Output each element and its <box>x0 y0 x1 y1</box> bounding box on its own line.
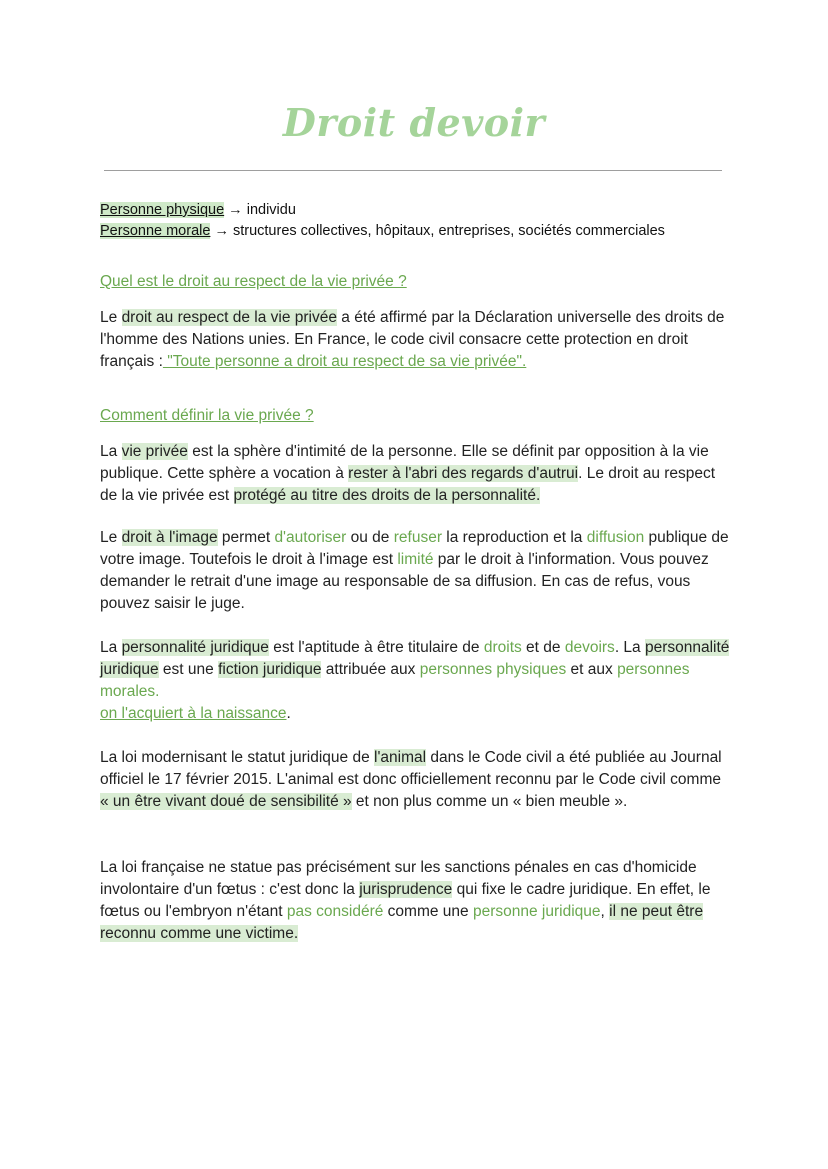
arrow-separator: → <box>224 202 247 218</box>
highlight: l'animal <box>374 749 427 766</box>
text: . Le droit au respect de la vie privée est <box>100 465 716 504</box>
text: comme une <box>383 903 473 920</box>
definition-term: Personne morale <box>100 223 211 239</box>
green-term: personne juridique <box>472 903 601 920</box>
paragraph <box>100 441 730 507</box>
text: dans le Code civil a été publiée au Journal officiel le 17 février 2015. L'animal est donc officiellement reconnu par le Code civil comme <box>100 749 722 788</box>
highlight: droit à l'image <box>121 529 218 546</box>
definition-desc: structures collectives, hôpitaux, entreprises, sociétés commerciales <box>232 223 665 239</box>
text: Le <box>100 309 122 326</box>
text: est la sphère d'intimité de la personne. Elle se définit par opposition à la vie publique. Cette sphère a vocation à <box>100 443 709 482</box>
highlight: il ne peut être reconnu comme une victime. <box>100 903 704 942</box>
text: publique de votre image. Toutefois le droit à l'image est <box>100 529 729 568</box>
page-title: Droit devoir <box>282 100 546 145</box>
definition-line <box>100 221 740 242</box>
text: La loi modernisant le statut juridique de <box>100 749 374 766</box>
arrow-separator: → <box>210 223 233 239</box>
paragraph <box>100 747 730 813</box>
text: par le droit à l'information. Vous pouvez demander le retrait d'une image au responsable de sa diffusion. En cas de refus, vous pouvez saisir le juge. <box>100 551 709 612</box>
highlight: droit au respect de la vie privée <box>121 309 337 326</box>
green-term: refuser <box>393 529 442 546</box>
paragraph <box>100 307 730 373</box>
text: attribuée aux <box>321 661 420 678</box>
text: la reproduction et la <box>441 529 587 546</box>
text: est l'aptitude à être titulaire de <box>268 639 484 656</box>
paragraph <box>100 857 730 945</box>
green-term: diffusion <box>586 529 645 546</box>
highlight: fiction juridique <box>218 661 322 678</box>
green-term: pas considéré <box>286 903 384 920</box>
text: est une <box>158 661 219 678</box>
section-question: Comment définir la vie privée ? <box>100 407 314 424</box>
text: La <box>100 639 122 656</box>
green-term: droits <box>483 639 522 656</box>
text: Le <box>100 529 122 546</box>
highlight: vie privée <box>121 443 188 460</box>
definitions-block <box>100 200 740 242</box>
birth-link: on l'acquiert à la naissance <box>100 705 287 722</box>
title-divider <box>104 170 722 171</box>
text: qui fixe le cadre juridique. En effet, le fœtus ou l'embryon n'étant <box>100 881 711 920</box>
definition-term: Personne physique <box>100 202 225 218</box>
paragraph <box>100 637 730 725</box>
definition-line <box>100 200 740 221</box>
highlight: jurisprudence <box>359 881 453 898</box>
highlight: « un être vivant doué de sensibilité » <box>100 793 352 810</box>
text: La loi française ne statue pas précisément sur les sanctions pénales en cas d'homicide involontaire d'un fœtus : c'est donc la <box>100 859 697 898</box>
green-term: personnes morales. <box>100 661 690 700</box>
highlight: personnalité juridique <box>121 639 269 656</box>
highlight: protégé au titre des droits de la personnalité. <box>233 487 541 504</box>
text: et de <box>521 639 565 656</box>
green-term: devoirs <box>564 639 615 656</box>
section-question: Quel est le droit au respect de la vie privée ? <box>100 273 407 290</box>
text: La <box>100 443 122 460</box>
text: et non plus comme un « bien meuble ». <box>351 793 628 810</box>
green-term: limité <box>397 551 434 568</box>
text: , <box>600 903 610 920</box>
green-term: d'autoriser <box>274 529 347 546</box>
text: permet <box>217 529 275 546</box>
text: a été affirmé par la Déclaration universelle des droits de l'homme des Nations unies. En France, le code civil consacre cette protection en droit français : <box>100 309 725 370</box>
text: et aux <box>566 661 618 678</box>
text: . <box>286 705 291 722</box>
quote-link: "Toute personne a droit au respect de sa vie privée". <box>162 353 527 370</box>
paragraph <box>100 527 730 615</box>
highlight: personnalité juridique <box>100 639 730 678</box>
highlight: rester à l'abri des regards d'autrui <box>348 465 579 482</box>
text: ou de <box>346 529 394 546</box>
green-term: personnes physiques <box>419 661 567 678</box>
text: . La <box>614 639 645 656</box>
definition-desc: individu <box>246 202 296 218</box>
